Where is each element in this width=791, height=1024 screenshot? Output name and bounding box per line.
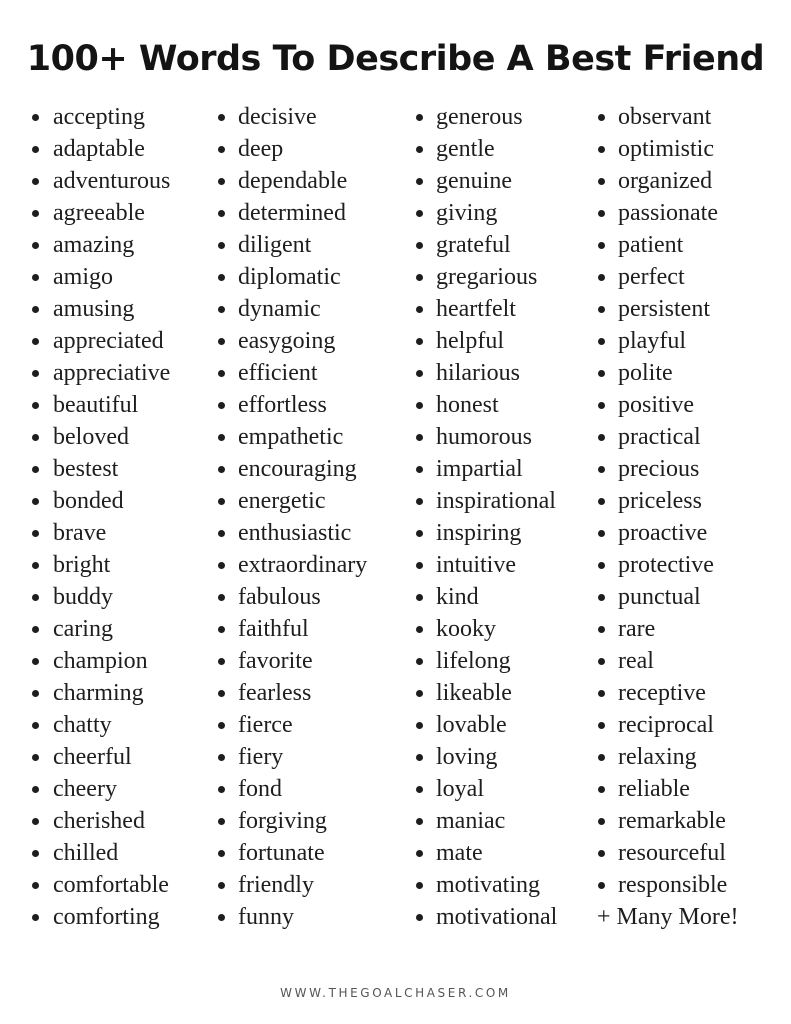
bullet-icon bbox=[598, 562, 605, 569]
bullet-icon bbox=[598, 402, 605, 409]
bullet-icon bbox=[416, 594, 423, 601]
word-text: persistent bbox=[618, 296, 710, 322]
word-text: determined bbox=[238, 200, 346, 226]
word-text: kind bbox=[436, 584, 479, 610]
word-text: patient bbox=[618, 232, 684, 258]
word-text: motivational bbox=[436, 904, 558, 930]
bullet-icon bbox=[598, 274, 605, 281]
bullet-icon bbox=[598, 530, 605, 537]
word-text: buddy bbox=[53, 584, 113, 610]
bullet-icon bbox=[598, 114, 605, 121]
word-text: kooky bbox=[436, 616, 496, 642]
bullet-icon bbox=[32, 434, 39, 441]
word-text: heartfelt bbox=[436, 296, 516, 322]
bullet-icon bbox=[32, 370, 39, 377]
bullet-icon bbox=[416, 882, 423, 889]
word-text: dependable bbox=[238, 168, 348, 194]
word-text: fond bbox=[238, 776, 282, 802]
bullet-icon bbox=[416, 786, 423, 793]
bullet-icon bbox=[218, 114, 225, 121]
bullet-icon bbox=[416, 274, 423, 281]
word-text: bestest bbox=[53, 456, 119, 482]
bullet-icon bbox=[32, 530, 39, 537]
bullet-icon bbox=[218, 818, 225, 825]
bullet-icon bbox=[218, 242, 225, 249]
word-text: fortunate bbox=[238, 840, 325, 866]
bullet-icon bbox=[598, 786, 605, 793]
word-text: comfortable bbox=[53, 872, 169, 898]
bullet-icon bbox=[416, 658, 423, 665]
bullet-icon bbox=[598, 754, 605, 761]
word-text: bonded bbox=[53, 488, 124, 514]
word-text: practical bbox=[618, 424, 701, 450]
bullet-icon bbox=[32, 658, 39, 665]
word-text: rare bbox=[618, 616, 656, 642]
bullet-icon bbox=[218, 882, 225, 889]
word-text: playful bbox=[618, 328, 686, 354]
bullet-icon bbox=[218, 850, 225, 857]
word-text: intuitive bbox=[436, 552, 516, 578]
word-text: responsible bbox=[618, 872, 728, 898]
word-text: effortless bbox=[238, 392, 327, 418]
bullet-icon bbox=[218, 690, 225, 697]
word-text: reliable bbox=[618, 776, 690, 802]
bullet-icon bbox=[416, 242, 423, 249]
word-text: remarkable bbox=[618, 808, 726, 834]
bullet-icon bbox=[218, 210, 225, 217]
word-text: helpful bbox=[436, 328, 504, 354]
word-text: amusing bbox=[53, 296, 135, 322]
word-text: bright bbox=[53, 552, 111, 578]
word-text: fierce bbox=[238, 712, 293, 738]
word-text: caring bbox=[53, 616, 113, 642]
word-text: amigo bbox=[53, 264, 113, 290]
word-text: chatty bbox=[53, 712, 112, 738]
word-text: impartial bbox=[436, 456, 523, 482]
word-text: fabulous bbox=[238, 584, 321, 610]
bullet-icon bbox=[32, 690, 39, 697]
word-text: genuine bbox=[436, 168, 512, 194]
word-text: faithful bbox=[238, 616, 309, 642]
bullet-icon bbox=[32, 178, 39, 185]
bullet-icon bbox=[32, 626, 39, 633]
word-text: easygoing bbox=[238, 328, 336, 354]
word-text: inspirational bbox=[436, 488, 556, 514]
bullet-icon bbox=[32, 146, 39, 153]
bullet-icon bbox=[598, 690, 605, 697]
word-text: real bbox=[618, 648, 654, 674]
bullet-icon bbox=[218, 466, 225, 473]
bullet-icon bbox=[598, 722, 605, 729]
word-text: charming bbox=[53, 680, 144, 706]
word-text: lovable bbox=[436, 712, 507, 738]
word-text: encouraging bbox=[238, 456, 357, 482]
bullet-icon bbox=[218, 594, 225, 601]
bullet-icon bbox=[416, 146, 423, 153]
word-text: extraordinary bbox=[238, 552, 368, 578]
word-text: motivating bbox=[436, 872, 540, 898]
bullet-icon bbox=[416, 338, 423, 345]
bullet-icon bbox=[32, 594, 39, 601]
word-text: enthusiastic bbox=[238, 520, 352, 546]
word-text: deep bbox=[238, 136, 284, 162]
word-text: proactive bbox=[618, 520, 708, 546]
bullet-icon bbox=[416, 722, 423, 729]
bullet-icon bbox=[218, 434, 225, 441]
page-title: 100+ Words To Describe A Best Friend bbox=[26, 39, 765, 80]
bullet-icon bbox=[32, 114, 39, 121]
bullet-icon bbox=[218, 370, 225, 377]
bullet-icon bbox=[218, 914, 225, 921]
bullet-icon bbox=[416, 466, 423, 473]
bullet-icon bbox=[32, 242, 39, 249]
bullet-icon bbox=[32, 914, 39, 921]
bullet-icon bbox=[32, 754, 39, 761]
bullet-icon bbox=[598, 242, 605, 249]
bullet-icon bbox=[218, 754, 225, 761]
bullet-icon bbox=[218, 274, 225, 281]
bullet-icon bbox=[32, 210, 39, 217]
bullet-icon bbox=[218, 658, 225, 665]
word-text: gentle bbox=[436, 136, 495, 162]
word-text: giving bbox=[436, 200, 498, 226]
word-text: resourceful bbox=[618, 840, 726, 866]
bullet-icon bbox=[32, 722, 39, 729]
word-text: cherished bbox=[53, 808, 145, 834]
bullet-icon bbox=[598, 466, 605, 473]
bullet-icon bbox=[598, 210, 605, 217]
word-text: generous bbox=[436, 104, 523, 130]
word-text: punctual bbox=[618, 584, 701, 610]
word-text: cheerful bbox=[53, 744, 132, 770]
bullet-icon bbox=[598, 882, 605, 889]
bullet-icon bbox=[416, 178, 423, 185]
word-text: gregarious bbox=[436, 264, 538, 290]
word-text: decisive bbox=[238, 104, 317, 130]
word-text: favorite bbox=[238, 648, 313, 674]
bullet-icon bbox=[416, 562, 423, 569]
bullet-icon bbox=[416, 914, 423, 921]
bullet-icon bbox=[598, 370, 605, 377]
word-text: beloved bbox=[53, 424, 129, 450]
word-text: hilarious bbox=[436, 360, 520, 386]
word-text: cheery bbox=[53, 776, 117, 802]
word-text: mate bbox=[436, 840, 483, 866]
bullet-icon bbox=[598, 146, 605, 153]
bullet-icon bbox=[598, 178, 605, 185]
word-text: organized bbox=[618, 168, 713, 194]
word-text: loving bbox=[436, 744, 498, 770]
bullet-icon bbox=[598, 306, 605, 313]
bullet-icon bbox=[416, 370, 423, 377]
bullet-icon bbox=[598, 658, 605, 665]
word-text: protective bbox=[618, 552, 714, 578]
word-text: receptive bbox=[618, 680, 706, 706]
many-more-text: + Many More! bbox=[597, 904, 739, 930]
bullet-icon bbox=[598, 850, 605, 857]
bullet-icon bbox=[32, 466, 39, 473]
word-text: maniac bbox=[436, 808, 506, 834]
bullet-icon bbox=[218, 402, 225, 409]
word-text: fiery bbox=[238, 744, 284, 770]
word-text: inspiring bbox=[436, 520, 522, 546]
word-text: observant bbox=[618, 104, 712, 130]
word-text: humorous bbox=[436, 424, 532, 450]
word-text: empathetic bbox=[238, 424, 344, 450]
bullet-icon bbox=[416, 498, 423, 505]
word-text: champion bbox=[53, 648, 148, 674]
word-text: lifelong bbox=[436, 648, 511, 674]
bullet-icon bbox=[416, 306, 423, 313]
word-text: forgiving bbox=[238, 808, 327, 834]
bullet-icon bbox=[416, 434, 423, 441]
word-text: accepting bbox=[53, 104, 145, 130]
word-text: loyal bbox=[436, 776, 484, 802]
bullet-icon bbox=[32, 402, 39, 409]
bullet-icon bbox=[218, 178, 225, 185]
word-text: grateful bbox=[436, 232, 511, 258]
word-text: perfect bbox=[618, 264, 685, 290]
word-text: funny bbox=[238, 904, 294, 930]
bullet-icon bbox=[32, 850, 39, 857]
word-text: priceless bbox=[618, 488, 702, 514]
word-text: likeable bbox=[436, 680, 512, 706]
word-text: honest bbox=[436, 392, 499, 418]
bullet-icon bbox=[218, 626, 225, 633]
word-text: brave bbox=[53, 520, 107, 546]
word-text: reciprocal bbox=[618, 712, 714, 738]
bullet-icon bbox=[218, 786, 225, 793]
bullet-icon bbox=[416, 114, 423, 121]
bullet-icon bbox=[598, 626, 605, 633]
word-text: appreciated bbox=[53, 328, 164, 354]
bullet-icon bbox=[416, 754, 423, 761]
bullet-icon bbox=[218, 146, 225, 153]
bullet-icon bbox=[598, 434, 605, 441]
bullet-icon bbox=[218, 338, 225, 345]
bullet-icon bbox=[218, 562, 225, 569]
bullet-icon bbox=[32, 498, 39, 505]
bullet-icon bbox=[218, 722, 225, 729]
word-text: dynamic bbox=[238, 296, 321, 322]
bullet-icon bbox=[32, 882, 39, 889]
bullet-icon bbox=[598, 594, 605, 601]
word-text: diligent bbox=[238, 232, 312, 258]
word-text: optimistic bbox=[618, 136, 714, 162]
bullet-icon bbox=[32, 338, 39, 345]
bullet-icon bbox=[32, 786, 39, 793]
bullet-icon bbox=[32, 562, 39, 569]
word-text: beautiful bbox=[53, 392, 139, 418]
word-text: energetic bbox=[238, 488, 326, 514]
bullet-icon bbox=[416, 402, 423, 409]
bullet-icon bbox=[416, 210, 423, 217]
word-text: diplomatic bbox=[238, 264, 341, 290]
bullet-icon bbox=[598, 498, 605, 505]
word-text: efficient bbox=[238, 360, 318, 386]
word-text: comforting bbox=[53, 904, 160, 930]
word-text: relaxing bbox=[618, 744, 697, 770]
bullet-icon bbox=[218, 306, 225, 313]
word-text: adventurous bbox=[53, 168, 171, 194]
bullet-icon bbox=[598, 818, 605, 825]
word-text: adaptable bbox=[53, 136, 145, 162]
word-text: appreciative bbox=[53, 360, 171, 386]
bullet-icon bbox=[32, 818, 39, 825]
bullet-icon bbox=[416, 690, 423, 697]
bullet-icon bbox=[416, 818, 423, 825]
bullet-icon bbox=[416, 530, 423, 537]
word-text: passionate bbox=[618, 200, 718, 226]
bullet-icon bbox=[32, 306, 39, 313]
word-text: agreeable bbox=[53, 200, 145, 226]
bullet-icon bbox=[218, 498, 225, 505]
website-footer: WWW.THEGOALCHASER.COM bbox=[280, 986, 511, 1000]
bullet-icon bbox=[416, 850, 423, 857]
bullet-icon bbox=[598, 338, 605, 345]
word-text: polite bbox=[618, 360, 673, 386]
bullet-icon bbox=[218, 530, 225, 537]
word-text: positive bbox=[618, 392, 694, 418]
bullet-icon bbox=[416, 626, 423, 633]
word-text: precious bbox=[618, 456, 700, 482]
bullet-icon bbox=[32, 274, 39, 281]
word-text: fearless bbox=[238, 680, 312, 706]
word-text: amazing bbox=[53, 232, 135, 258]
word-text: friendly bbox=[238, 872, 314, 898]
word-text: chilled bbox=[53, 840, 119, 866]
